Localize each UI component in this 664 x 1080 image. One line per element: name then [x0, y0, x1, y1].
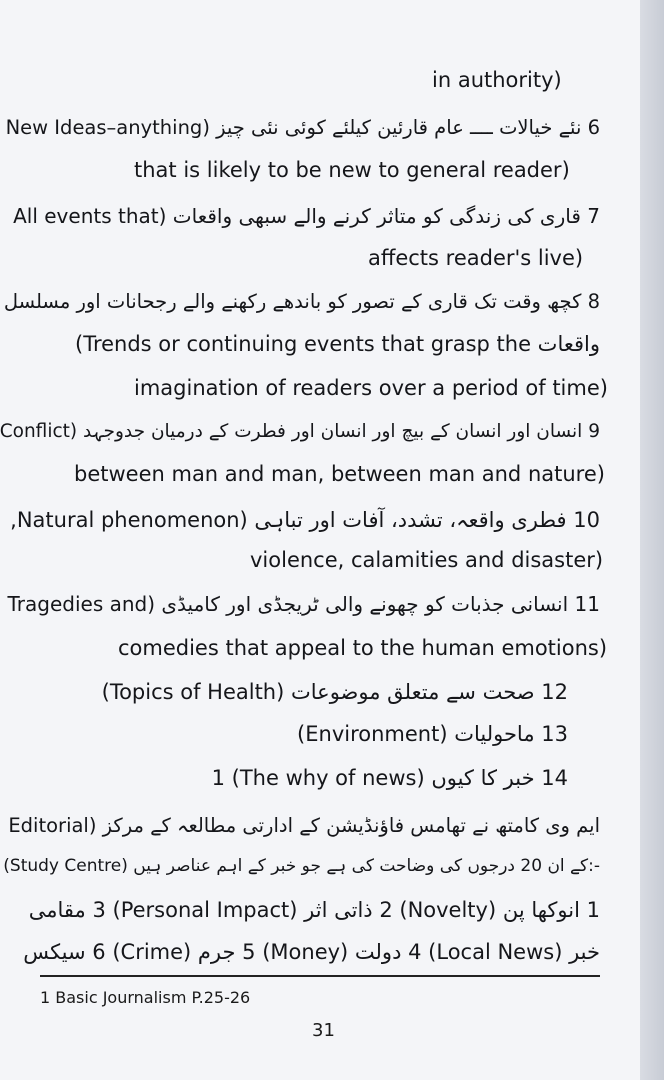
text-line-7: (Trends or continuing events that grasp the واقعات: [75, 332, 600, 356]
text-line-4: 7 قاری کی زندگی کو متاثر کرنے والے سبھی واقعات (All events that: [13, 204, 600, 228]
text-line-19: (Study Centre) کے ان 20 درجوں کی وضاحت کی ہے جو خبر کے اہم عناصر ہیں:-: [3, 856, 600, 876]
text-line-17: 14 خبر کا کیوں (The why of news) 1: [211, 766, 568, 790]
text-line-16: 13 ماحولیات (Environment): [297, 722, 568, 746]
text-line-13: 11 انسانی جذبات کو چھونے والی ٹریجڈی اور کامیڈی (Tragedies and: [7, 592, 600, 616]
text-line-11: 10 فطری واقعہ، تشدد، آفات اور تباہی (Natural phenomenon,: [10, 508, 600, 532]
text-line-21: خبر (Local News) 4 دولت (Money) 5 جرم (Crime) 6 سیکس: [23, 940, 600, 964]
text-line-18: ایم وی کامتھ نے تھامس فاؤنڈیشن کے ادارتی مطالعہ کے مرکز (Editorial: [8, 814, 600, 837]
text-line-2: 6 نئے خیالات ــــ عام قارئین کیلئے کوئی نئی چیز (New Ideas–anything: [5, 116, 600, 139]
footnote: 1 Basic Journalism P.25-26: [40, 988, 251, 1007]
text-line-12: violence, calamities and disaster): [250, 548, 604, 572]
text-line-6: 8 کچھ وقت تک قاری کے تصور کو باندھے رکھنے والے رجحانات اور مسلسل: [3, 290, 600, 313]
text-line-5: affects reader's live): [368, 246, 584, 270]
text-line-20: 1 انوکھا پن (Novelty) 2 ذاتی اثر (Personal Impact) 3 مقامی: [28, 898, 600, 922]
book-spine-edge: [640, 0, 664, 1080]
text-line-3: that is likely to be new to general reader): [134, 158, 570, 182]
text-line-8: imagination of readers over a period of time): [134, 376, 608, 400]
text-line-1: in authority): [432, 68, 562, 92]
footnote-divider: [40, 975, 600, 977]
page-number: 31: [312, 1020, 335, 1041]
text-line-9: 9 انسان اور انسان کے بیچ اور انسان اور فطرت کے درمیان جدوجہد (Conflict: [0, 421, 600, 442]
text-line-10: between man and man, between man and nature): [74, 462, 605, 486]
text-line-15: 12 صحت سے متعلق موضوعات (Topics of Health): [101, 680, 568, 704]
text-line-14: comedies that appeal to the human emotions): [118, 636, 608, 660]
